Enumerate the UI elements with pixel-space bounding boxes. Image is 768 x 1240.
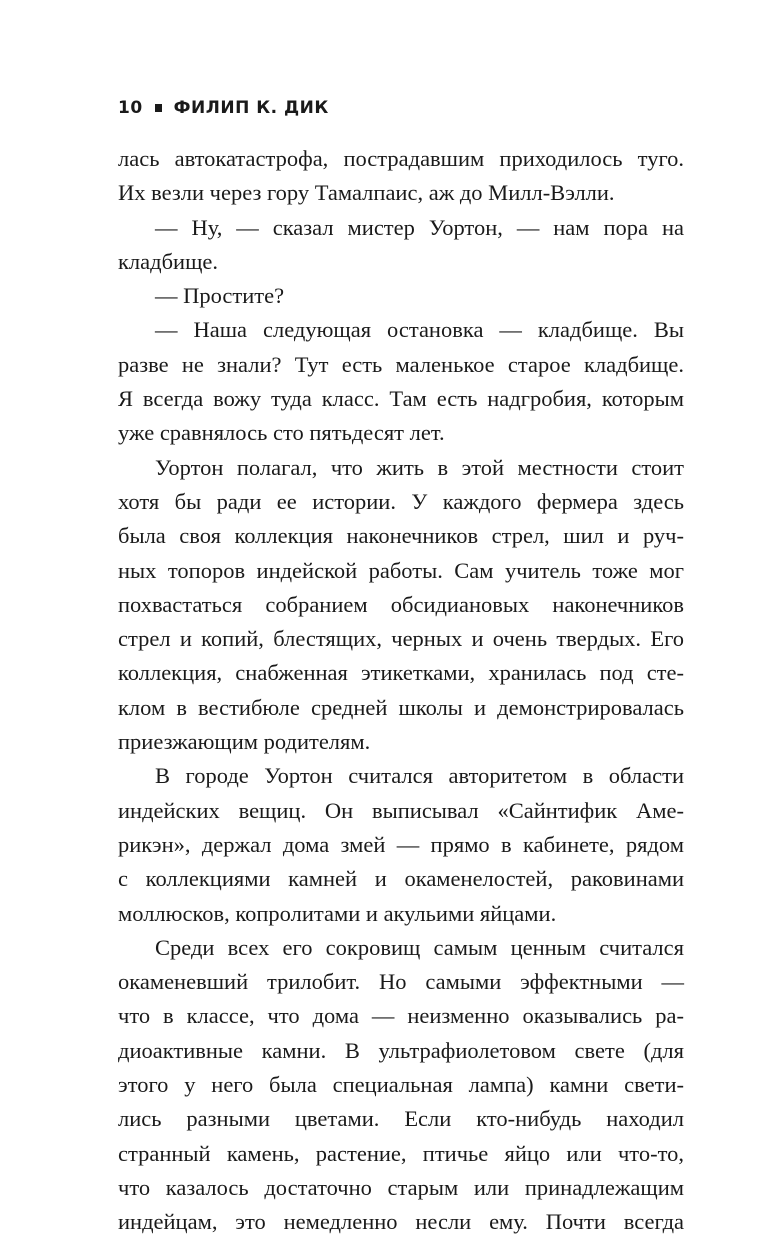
- text-line: Среди всех его сокровищ самым ценным считался: [155, 934, 684, 960]
- text-line: моллюсков, копролитами и акульими яйцами.: [118, 900, 557, 926]
- text-line: — Ну, — сказал мистер Уортон, — нам пора на: [155, 214, 684, 240]
- text-line: уже сравнялось сто пятьдесят лет.: [118, 420, 445, 446]
- text-line: лась автокатастрофа, пострадавшим приходилось туго.: [118, 146, 684, 171]
- page-number: 10: [118, 98, 143, 118]
- text-line: была своя коллекция наконечников стрел, шил и руч-: [118, 523, 684, 549]
- running-header: [118, 96, 329, 120]
- text-line: индейцам, это немедленно несли ему. Почти всегда: [118, 1209, 684, 1235]
- text-line: что казалось достаточно старым или принадлежащим: [118, 1174, 684, 1200]
- text-line: ных топоров индейской работы. Сам учитель тоже мог: [118, 557, 684, 583]
- text-line: рикэн», держал дома змей — прямо в кабинете, рядом: [118, 831, 684, 857]
- text-line: коллекция, снабженная этикетками, хранилась под сте-: [118, 660, 684, 686]
- text-line: похвастаться собранием обсидиановых наконечников: [118, 591, 684, 617]
- text-line: клом в вестибюле средней школы и демонстрировалась: [118, 694, 684, 720]
- text-line: приезжающим родителям.: [118, 729, 371, 755]
- text-line: странный камень, растение, птичье яйцо или что-то,: [118, 1140, 684, 1166]
- text-line: хотя бы ради ее истории. У каждого фермера здесь: [118, 488, 684, 514]
- text-line: что в классе, что дома — неизменно оказывались ра-: [118, 1003, 684, 1029]
- text-line: — Простите?: [155, 283, 285, 309]
- text-line: диоактивные камни. В ультрафиолетовом свете (для: [118, 1037, 684, 1063]
- text-line: лись разными цветами. Если кто-нибудь находил: [118, 1106, 684, 1132]
- author-name: ФИЛИП К. ДИК: [173, 98, 329, 118]
- text-line: Я всегда вожу туда класс. Там есть надгробия, которым: [118, 386, 684, 412]
- body-text: [118, 142, 684, 1240]
- text-line: Уортон полагал, что жить в этой местности стоит: [155, 454, 684, 480]
- text-line: окаменевший трилобит. Но самыми эффектными —: [118, 969, 684, 995]
- text-line: индейских вещиц. Он выписывал «Сайнтифик Аме-: [118, 797, 684, 823]
- text-line: стрел и копий, блестящих, черных и очень твердых. Его: [118, 626, 684, 652]
- text-line: разве не знали? Тут есть маленькое старое кладбище.: [118, 351, 684, 377]
- text-line: В городе Уортон считался авторитетом в области: [155, 763, 684, 789]
- square-bullet-icon: [155, 104, 162, 112]
- text-line: этого у него была специальная лампа) камни свети-: [118, 1072, 684, 1098]
- text-line: с коллекциями камней и окаменелостей, раковинами: [118, 866, 684, 892]
- text-line: Их везли через гору Тамалпаис, аж до Милл-Вэлли.: [118, 180, 615, 206]
- text-line: кладбище.: [118, 248, 219, 274]
- text-line: — Наша следующая остановка — кладбище. Вы: [155, 317, 684, 343]
